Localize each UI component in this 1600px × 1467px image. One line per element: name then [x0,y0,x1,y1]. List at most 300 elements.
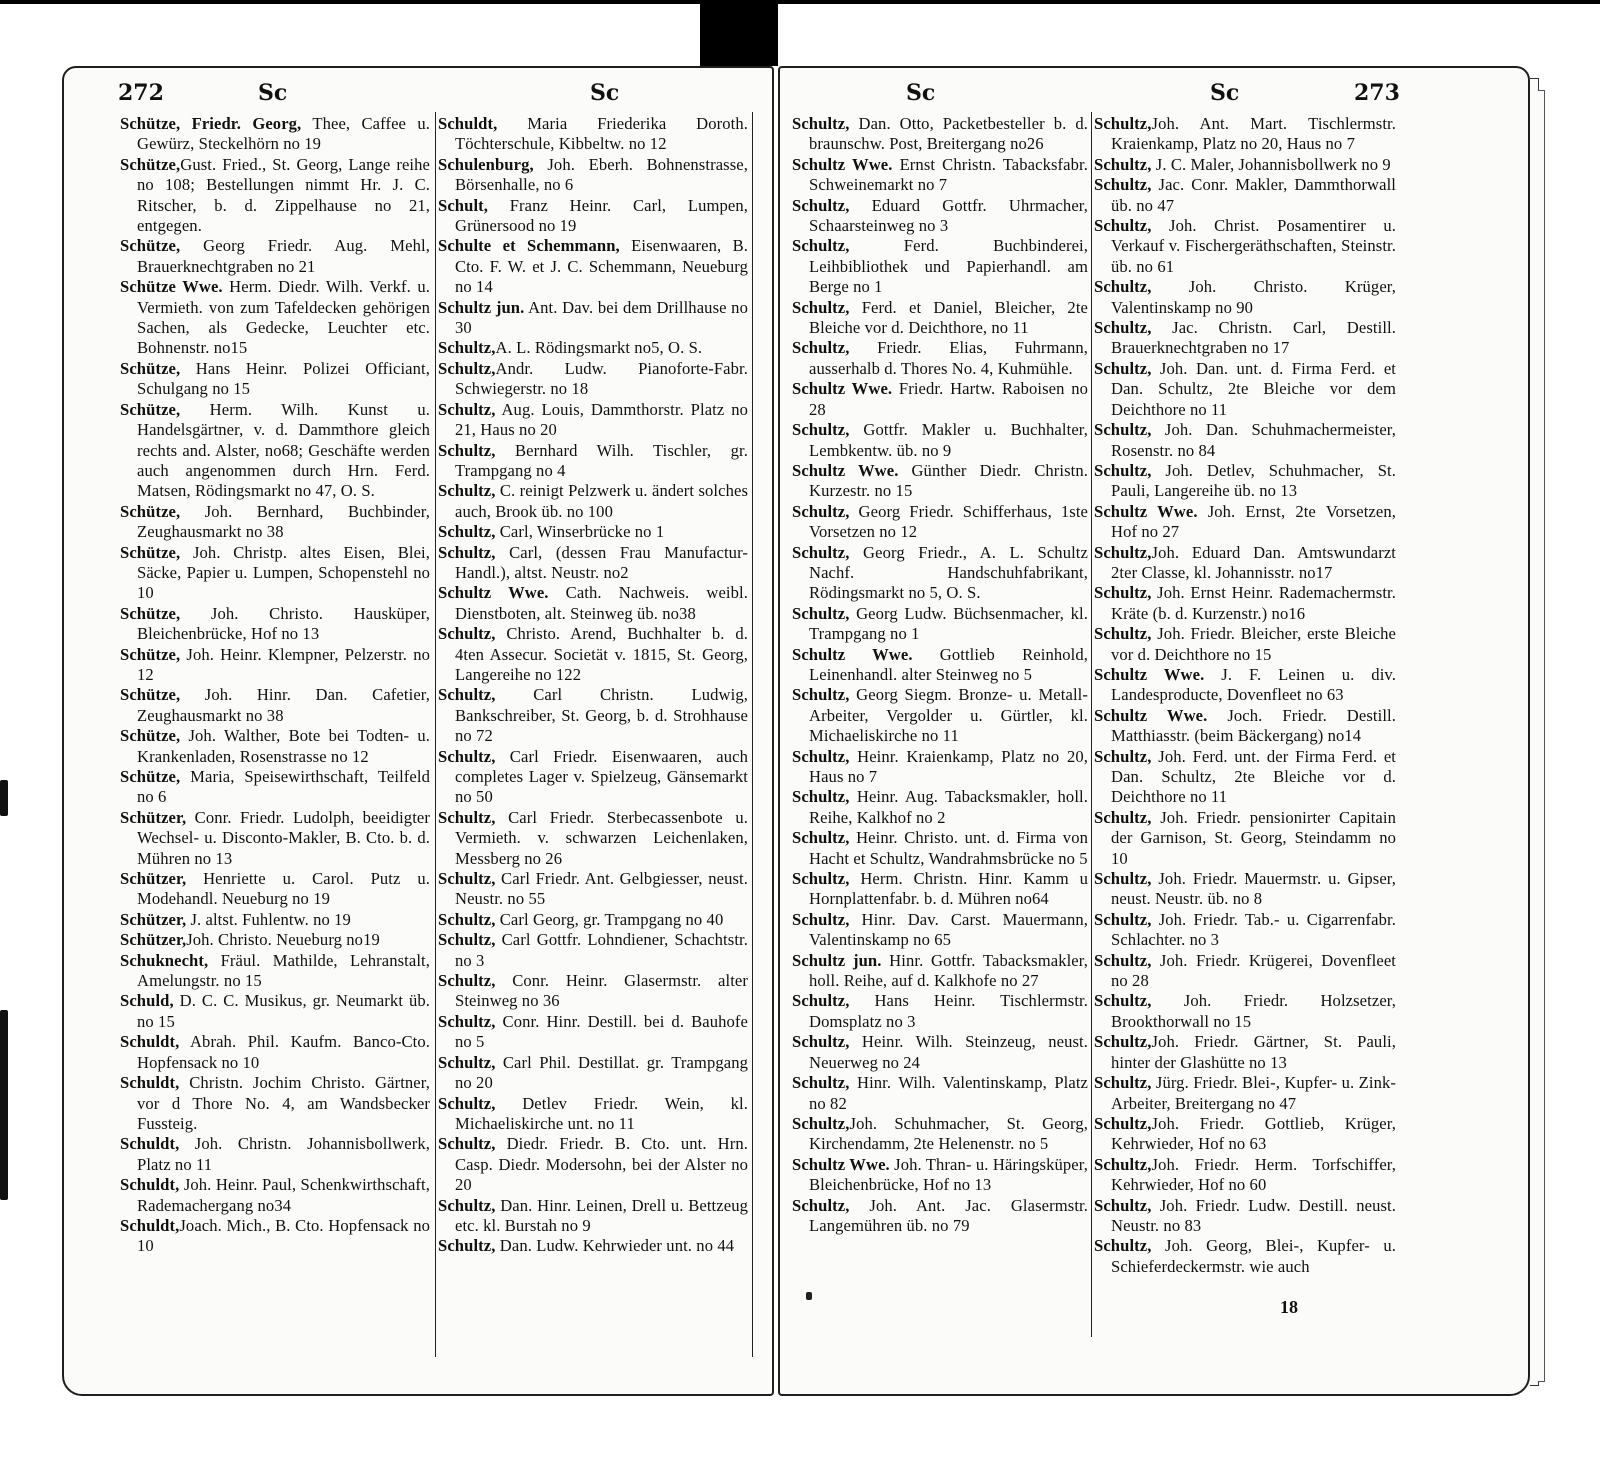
entry-surname: Schütze, [120,685,181,705]
directory-entry [1094,461,1396,502]
entry-details: Joh. Heinr. Paul, Schenkwirthschaft, Rademachergang no34 [137,1175,430,1215]
entry-surname: Schuknecht, [120,950,209,970]
entry-surname: Schütze, [120,501,181,521]
directory-entry [1094,359,1396,420]
entry-details: Andr. Ludw. Pianoforte-Fabr. Schwiegerstr. no 18 [455,358,748,399]
directory-entry [438,1094,748,1135]
entry-surname: Schultz Wwe. [1094,501,1198,521]
directory-entry [1094,1114,1396,1155]
directory-entry [1094,318,1396,359]
entry-details: Georg Friedr., A. L. Schultz Nachf. Handschuhfabrikant, Rödingsmarkt no 5, O. S. [809,542,1088,603]
directory-entry [792,910,1088,951]
entry-details: Joh. Christo. Neueburg no19 [186,930,380,950]
entry-details: Dan. Hinr. Leinen, Drell u. Bettzeug etc. kl. Burstah no 9 [455,1195,748,1235]
directory-entry [438,685,748,746]
running-header: Sc [590,80,620,106]
entry-details: Ernst Christn. Tabacksfabr. Schweinemarkt no 7 [809,154,1088,195]
entry-details: Detlev Friedr. Wein, kl. Michaeliskirche unt. no 11 [455,1093,748,1133]
entry-details: Ant. Dav. bei dem Drillhause no 30 [455,297,748,338]
entry-surname: Schultz, [1094,420,1152,440]
directory-entry [438,359,748,400]
directory-entry [120,951,430,992]
entry-details: Maria, Speisewirthschaft, Teilfeld no 6 [137,767,430,807]
entry-details: Joh. Christ. Posamentirer u. Verkauf v. Fischergeräthschaften, Steinstr. üb. no 61 [1111,216,1396,276]
entry-surname: Schultz, [1094,624,1152,644]
entry-details: Joh. Ant. Jac. Glasermstr. Langemühren üb. no 79 [809,1195,1088,1235]
directory-entry [438,1053,748,1094]
entry-surname: Schultz, [792,909,850,929]
entry-surname: Schultz, [1094,318,1152,338]
entry-surname: Schuldt, [120,1175,180,1195]
directory-entry [792,114,1088,155]
entry-surname: Schuldt, [438,114,498,133]
directory-entry [1094,869,1396,910]
entry-surname: Schultz, [438,685,496,705]
entry-surname: Schultz jun. [792,950,882,970]
directory-entry [792,1155,1088,1196]
entry-details: Maria Friederika Doroth. Töchterschule, Kibbeltw. no 12 [455,114,748,154]
entry-surname: Schultz, [792,338,850,358]
entry-details: Joh. Christo. Krüger, Valentinskamp no 90 [1111,277,1396,317]
entry-details: Carl Georg, gr. Trampgang no 40 [495,909,724,929]
directory-entry [792,543,1088,604]
entry-details: Joh. Schuhmacher, St. Georg, Kirchendamm, 2te Helenenstr. no 5 [809,1113,1088,1154]
entry-details: Joh. Friedr. Bleicher, erste Bleiche vor d. Deichthore no 15 [1111,624,1396,664]
entry-details: J. F. Leinen u. div. Landesproducte, Dovenfleet no 63 [1111,664,1396,705]
entry-surname: Schultz, [438,1134,496,1154]
entry-surname: Schultz, [438,1052,496,1072]
entry-surname: Schuldt, [120,1073,180,1093]
entry-details: Aug. Louis, Dammthorstr. Platz no 21, Haus no 20 [455,399,748,440]
directory-entry [1094,747,1396,808]
column-divider [1091,112,1092,1337]
directory-entry [792,747,1088,788]
entry-surname: Schultz, [1094,1113,1152,1133]
entry-details: Carl Christn. Ludwig, Bankschreiber, St. Georg, b. d. Strohhause no 72 [455,685,748,746]
directory-entry [1094,1032,1396,1073]
entry-details: Joh. Heinr. Klempner, Pelzerstr. no 12 [137,644,430,684]
entry-surname: Schultz, [1094,909,1152,929]
directory-entry [438,930,748,971]
entry-details: Conr. Heinr. Glasermstr. alter Steinweg no 36 [455,971,748,1011]
entry-surname: Schultz, [792,603,850,623]
directory-entry [1094,502,1396,543]
entry-details: Joh. Friedr. Herm. Torfschiffer, Kehrwieder, Hof no 60 [1111,1154,1396,1195]
entry-details: Franz Heinr. Carl, Lumpen, Grünersood no 19 [455,195,748,236]
entry-surname: Schultz Wwe. [438,583,549,603]
entry-details: Joh. Friedr. Ludw. Destill. neust. Neustr. no 83 [1111,1195,1396,1235]
directory-entry [438,441,748,482]
entry-details: Christn. Jochim Christo. Gärtner, vor d Thore No. 4, am Wandsbecker Fussteig. [137,1073,430,1133]
directory-entry [1094,1155,1396,1196]
directory-column [1094,114,1396,1277]
entry-surname: Schultz, [1094,1236,1152,1256]
entry-details: Heinr. Kraienkamp, Platz no 20, Haus no 7 [809,746,1088,786]
entry-surname: Schütze, [120,603,181,623]
directory-entry [1094,808,1396,869]
entry-surname: Schultz, [1094,358,1152,378]
directory-entry [792,991,1088,1032]
directory-entry [120,808,430,869]
entry-surname: Schultz, [438,930,496,950]
entry-details: Joh. Ernst, 2te Vorsetzen, Hof no 27 [1111,501,1396,542]
directory-entry [438,298,748,339]
entry-surname: Schütze, [120,358,181,378]
page-stack-edge [1538,90,1545,1382]
entry-surname: Schultz, [1094,154,1152,174]
entry-surname: Schultz, [438,971,496,991]
directory-entry [438,338,748,358]
entry-surname: Schultz, [792,114,850,133]
entry-details: Heinr. Aug. Tabacksmakler, holl. Reihe, Kalkhof no 2 [809,787,1088,827]
entry-surname: Schultz, [438,1195,496,1215]
directory-entry [438,400,748,441]
entry-surname: Schultz, [438,746,496,766]
entry-surname: Schultz, [438,358,496,378]
entry-surname: Schultz, [1094,1154,1152,1174]
entry-surname: Schulenburg, [438,154,534,174]
entry-details: Joch. Friedr. Destill. Matthiasstr. (beim Bäckergang) no14 [1111,705,1396,746]
directory-entry [438,869,748,910]
directory-entry [1094,216,1396,277]
entry-surname: Schultz, [438,440,496,460]
entry-surname: Schütze, [120,236,181,256]
entry-surname: Schütze, [120,644,181,664]
entry-details: Dan. Ludw. Kehrwieder unt. no 44 [495,1236,735,1256]
entry-surname: Schultz Wwe. [1094,705,1208,725]
entry-details: Conr. Hinr. Destill. bei d. Bauhofe no 5 [455,1011,748,1052]
entry-surname: Schultz, [1094,1195,1152,1215]
directory-entry [438,971,748,1012]
entry-surname: Schützer, [120,930,187,950]
directory-entry [438,624,748,685]
directory-entry [120,645,430,686]
entry-surname: Schütze Wwe. [120,277,223,297]
entry-details: Hans Heinr. Polizei Officiant, Schulgang no 15 [137,358,430,399]
entry-surname: Schultz, [792,1195,850,1215]
entry-surname: Schuldt, [120,1134,180,1154]
entry-surname: Schultz, [792,869,850,889]
entry-details: Hinr. Wilh. Valentinskamp, Platz no 82 [809,1073,1088,1113]
page-number: 272 [118,80,164,106]
directory-entry [120,604,430,645]
directory-entry [438,910,748,930]
directory-entry [120,400,430,502]
entry-details: Joh. Eduard Dan. Amtswundarzt 2ter Classe, kl. Johannisstr. no17 [1111,542,1396,582]
entry-details: Joh. Friedr. Tab.- u. Cigarrenfabr. Schlachter. no 3 [1111,909,1396,950]
directory-entry [792,1073,1088,1114]
directory-entry [792,236,1088,297]
entry-details: Carl, (dessen Frau Manufactur-Handl.), altst. Neustr. no2 [455,542,748,582]
entry-surname: Schult, [438,195,489,215]
directory-entry [1094,583,1396,624]
entry-details: Diedr. Friedr. B. Cto. unt. Hrn. Casp. Diedr. Modersohn, bei der Alster no 20 [455,1134,748,1195]
directory-entry [438,114,748,155]
directory-entry [438,481,748,522]
directory-entry [1094,420,1396,461]
entry-details: Hans Heinr. Tischlermstr. Domsplatz no 3 [809,991,1088,1031]
entry-surname: Schultz, [438,338,496,358]
directory-entry [120,1032,430,1073]
entry-details: Jac. Conr. Makler, Dammthorwall üb. no 47 [1111,175,1396,215]
entry-surname: Schultz, [438,624,496,644]
directory-entry [1094,1236,1396,1277]
directory-entry [792,685,1088,746]
entry-surname: Schultz, [792,828,850,848]
directory-entry [438,155,748,196]
entry-surname: Schultz, [438,807,496,827]
entry-details: Carl Friedr. Sterbecassenbote u. Vermieth. v. schwarzen Leichenlaken, Messberg no 26 [455,807,748,868]
entry-details: Joh. Walther, Bote bei Todten- u. Krankenladen, Rosenstrasse no 12 [137,726,430,766]
directory-entry [438,1196,748,1237]
directory-entry [1094,665,1396,706]
directory-entry [1094,1196,1396,1237]
entry-surname: Schultz, [438,399,496,419]
scan-edge-mark [0,1010,8,1200]
running-header: Sc [906,80,936,106]
entry-details: Gottlieb Reinhold, Leinenhandl. alter Steinweg no 5 [809,644,1088,684]
entry-details: Joh. Friedr. Gärtner, St. Pauli, hinter der Glashütte no 13 [1111,1032,1396,1072]
entry-details: Carl Friedr. Eisenwaaren, auch completes Lager v. Spielzeug, Gänsemarkt no 50 [455,746,748,807]
entry-surname: Schultz, [792,501,850,521]
entry-details: Dan. Otto, Packetbesteller b. d. braunschw. Post, Breitergang no26 [809,114,1088,154]
entry-surname: Schultz Wwe. [1094,664,1205,684]
entry-details: Joh. Christo. Hausküper, Bleichenbrücke, Hof no 13 [137,603,430,644]
entry-details: Joh. Ernst Heinr. Rademachermstr. Kräte (b. d. Kurzenstr.) no16 [1111,583,1396,623]
directory-entry [792,461,1088,502]
directory-entry [1094,175,1396,216]
entry-surname: Schütze, [120,767,181,786]
entry-surname: Schultz, [792,297,850,317]
entry-surname: Schultz, [792,236,850,256]
entry-details: Carl Phil. Destillat. gr. Trampgang no 20 [455,1052,748,1093]
entry-surname: Schultz, [1094,542,1152,562]
directory-column [120,114,430,1257]
entry-details: Thee, Caffee u. Gewürz, Steckelhörn no 19 [137,114,430,154]
entry-details: Herm. Wilh. Kunst u. Handelsgärtner, v. d. Dammthore gleich rechts and. Alster, no68; Geschäfte werden auch angenommen durch Hrn. Ferd. Matsen, Rödingsmarkt no 47, O. S. [137,399,430,501]
directory-entry [792,155,1088,196]
entry-surname: Schultz, [792,685,850,705]
entry-details: Joh. Dan. Schuhmachermeister, Rosenstr. no 84 [1111,420,1396,460]
entry-surname: Schultz, [1094,746,1152,766]
entry-surname: Schultz, [792,420,850,440]
entry-details: Joh. Dan. unt. d. Firma Ferd. et Dan. Schultz, 2te Bleiche vor dem Deichthore no 11 [1111,358,1396,419]
directory-entry [120,155,430,237]
entry-details: Joh. Christp. altes Eisen, Blei, Säcke, Papier u. Lumpen, Schopenstehl no 10 [137,542,430,603]
entry-surname: Schützer, [120,807,187,827]
directory-entry [120,869,430,910]
directory-entry [1094,910,1396,951]
entry-details: Ferd. Buchbinderei, Leihbibliothek und Papierhandl. am Berge no 1 [809,236,1088,297]
entry-details: Joach. Mich., B. Cto. Hopfensack no 10 [137,1215,430,1256]
entry-surname: Schütze, [120,154,181,174]
directory-entry [438,583,748,624]
directory-entry [438,808,748,869]
page-number: 273 [1354,80,1400,106]
entry-surname: Schultz, [1094,114,1152,133]
entry-surname: Schultz, [1094,1032,1152,1052]
entry-surname: Schütze, [120,726,181,746]
entry-details: A. L. Rödingsmarkt no5, O. S. [495,338,703,358]
directory-entry [438,1236,748,1256]
directory-entry [792,645,1088,686]
entry-surname: Schulte et Schemmann, [438,236,620,256]
directory-entry [792,1032,1088,1073]
entry-surname: Schultz, [792,1113,850,1133]
entry-surname: Schultz, [1094,1073,1152,1093]
entry-details: Joh. Friedr. Mauermstr. u. Gipser, neust. Neustr. üb. no 8 [1111,869,1396,909]
directory-entry [120,726,430,767]
entry-surname: Schultz, [792,542,850,562]
entry-details: Henriette u. Carol. Putz u. Modehandl. Neueburg no 19 [137,869,430,909]
entry-details: Carl Gottfr. Lohndiener, Schachtstr. no 3 [455,930,748,970]
directory-entry [1094,991,1396,1032]
directory-entry [1094,951,1396,992]
directory-entry [792,1196,1088,1237]
entry-surname: Schultz, [1094,869,1152,889]
directory-entry [120,543,430,604]
entry-details: Gottfr. Makler u. Buchhalter, Lembkentw. üb. no 9 [809,420,1088,460]
entry-details: Herm. Christn. Hinr. Kamm u Hornplattenfabr. b. d. Mühren no64 [809,869,1088,909]
directory-entry [120,1073,430,1134]
entry-surname: Schultz, [438,1236,496,1256]
entry-details: Joh. Friedr. Krügerei, Dovenfleet no 28 [1111,950,1396,991]
entry-details: Carl, Winserbrücke no 1 [495,522,665,542]
entry-details: Joh. Detlev, Schuhmacher, St. Pauli, Langereihe üb. no 13 [1111,460,1396,501]
entry-details: Joh. Christn. Johannisbollwerk, Platz no 11 [137,1134,430,1174]
page-edge-rule [752,112,753,1357]
directory-entry [792,502,1088,543]
entry-surname: Schütze, Friedr. Georg, [120,114,302,133]
directory-entry [120,991,430,1032]
entry-details: Abrah. Phil. Kaufm. Banco-Cto. Hopfensack no 10 [137,1032,430,1072]
right-page [778,66,1530,1396]
entry-details: Hinr. Dav. Carst. Mauermann, Valentinskamp no 65 [809,909,1088,950]
entry-surname: Schultz, [438,522,496,542]
entry-surname: Schultz, [1094,216,1152,236]
entry-details: Ferd. et Daniel, Bleicher, 2te Bleiche vor d. Deichthore, no 11 [809,297,1088,338]
running-header: Sc [258,80,288,106]
entry-details: Georg Friedr. Aug. Mehl, Brauerknechtgraben no 21 [137,236,430,276]
scan-clip-shadow [700,0,778,66]
entry-surname: Schultz Wwe. [792,460,899,480]
entry-details: Heinr. Wilh. Steinzeug, neust. Neuerweg no 24 [809,1032,1088,1072]
entry-details: Joh. Ferd. unt. der Firma Ferd. et Dan. Schultz, 2te Bleiche vor d. Deichthore no 11 [1111,746,1396,807]
scan-edge-mark [0,780,8,816]
entry-details: Hinr. Gottfr. Tabacksmakler, holl. Reihe, auf d. Kalkhofe no 27 [809,950,1088,991]
directory-entry [438,522,748,542]
entry-details: Fräul. Mathilde, Lehranstalt, Amelungstr. no 15 [137,950,430,991]
entry-surname: Schützer, [120,909,187,929]
entry-details: J. altst. Fuhlentw. no 19 [186,909,351,929]
entry-surname: Schultz, [792,746,850,766]
entry-details: D. C. C. Musikus, gr. Neumarkt üb. no 15 [137,991,430,1031]
entry-details: Joh. Georg, Blei-, Kupfer- u. Schieferdeckermstr. wie auch [1111,1236,1396,1276]
directory-entry [1094,114,1396,155]
entry-details: Friedr. Hartw. Raboisen no 28 [809,379,1089,419]
entry-surname: Schultz, [1094,950,1152,970]
directory-entry [1094,624,1396,665]
directory-entry [792,787,1088,828]
directory-entry [792,951,1088,992]
entry-surname: Schultz, [792,787,850,807]
entry-details: Carl Friedr. Ant. Gelbgiesser, neust. Neustr. no 55 [455,869,748,909]
directory-entry [1094,155,1396,175]
entry-details: Herm. Diedr. Wilh. Verkf. u. Vermieth. von zum Tafeldecken gehörigen Sachen, als Gedecke, Leuchter etc. Bohnenstr. no15 [137,277,430,358]
entry-surname: Schultz, [792,991,850,1011]
entry-details: Joh. Friedr. pensionirter Capitain der Garnison, St. Georg, Steindamm no 10 [1111,807,1396,868]
entry-surname: Schützer, [120,869,187,889]
column-divider [435,112,436,1357]
directory-entry [438,1012,748,1053]
entry-surname: Schütze, [120,542,181,562]
directory-entry [120,277,430,359]
entry-surname: Schultz, [1094,460,1152,480]
directory-entry [1094,543,1396,584]
directory-entry [1094,1073,1396,1114]
entry-details: Georg Siegm. Bronze- u. Metall-Arbeiter, Vergolder u. Gürtler, kl. Michaeliskirche no 11 [809,685,1088,746]
entry-details: Conr. Friedr. Ludolph, beeidigter Wechsel- u. Disconto-Makler, B. Cto. b. d. Mühren no 13 [137,807,430,868]
entry-surname: Schultz, [438,481,496,501]
directory-entry [792,379,1088,420]
entry-surname: Schultz Wwe. [792,644,913,664]
entry-surname: Schultz jun. [438,297,525,317]
entry-details: Jürg. Friedr. Blei-, Kupfer- u. Zink-Arbeiter, Breitergang no 47 [1111,1073,1396,1113]
directory-entry [120,1175,430,1216]
directory-entry [792,1114,1088,1155]
entry-details: Georg Friedr. Schifferhaus, 1ste Vorsetzen no 12 [809,501,1088,542]
entry-surname: Schütze, [120,399,181,419]
entry-surname: Schultz, [438,869,496,889]
entry-details: Joh. Bernhard, Buchbinder, Zeughausmarkt no 38 [137,501,430,542]
entry-surname: Schultz, [792,1032,850,1052]
entry-details: Joh. Ant. Mart. Tischlermstr. Kraienkamp, Platz no 20, Haus no 7 [1111,114,1396,154]
directory-entry [120,1134,430,1175]
directory-entry [120,1216,430,1257]
entry-details: Friedr. Elias, Fuhrmann, ausserhalb d. Thores No. 4, Kuhmühle. [809,338,1088,378]
entry-surname: Schuldt, [120,1215,180,1235]
directory-entry [120,114,430,155]
entry-details: Eduard Gottfr. Uhrmacher, Schaarsteinweg no 3 [809,195,1088,236]
directory-entry [438,196,748,237]
directory-entry [120,502,430,543]
directory-entry [438,747,748,808]
entry-surname: Schultz, [438,1093,496,1113]
entry-surname: Schuldt, [120,1032,180,1052]
directory-entry [120,685,430,726]
entry-details: Joh. Friedr. Holzsetzer, Brookthorwall no 15 [1111,991,1396,1031]
directory-entry [792,420,1088,461]
entry-surname: Schultz, [1094,807,1152,827]
entry-surname: Schultz, [792,1073,850,1093]
directory-entry [1094,277,1396,318]
directory-entry [120,767,430,808]
directory-entry [438,1134,748,1195]
entry-surname: Schultz, [1094,583,1152,603]
entry-details: Eisenwaaren, B. Cto. F. W. et J. C. Schemmann, Neueburg no 14 [455,236,749,297]
directory-column [792,114,1088,1236]
directory-entry [438,543,748,584]
entry-details: Bernhard Wilh. Tischler, gr. Trampgang no 4 [455,440,748,480]
entry-surname: Schultz, [1094,991,1152,1011]
directory-entry [120,910,430,930]
entry-surname: Schultz, [1094,277,1152,297]
ink-speck [806,1292,812,1300]
directory-entry [120,236,430,277]
entry-details: Joh. Eberh. Bohnenstrasse, Börsenhalle, no 6 [455,154,748,195]
entry-details: Joh. Friedr. Gottlieb, Krüger, Kehrwieder, Hof no 63 [1111,1113,1396,1154]
entry-details: Christo. Arend, Buchhalter b. d. 4ten Assecur. Societät v. 1815, St. Georg, Langereihe no 122 [455,624,748,684]
